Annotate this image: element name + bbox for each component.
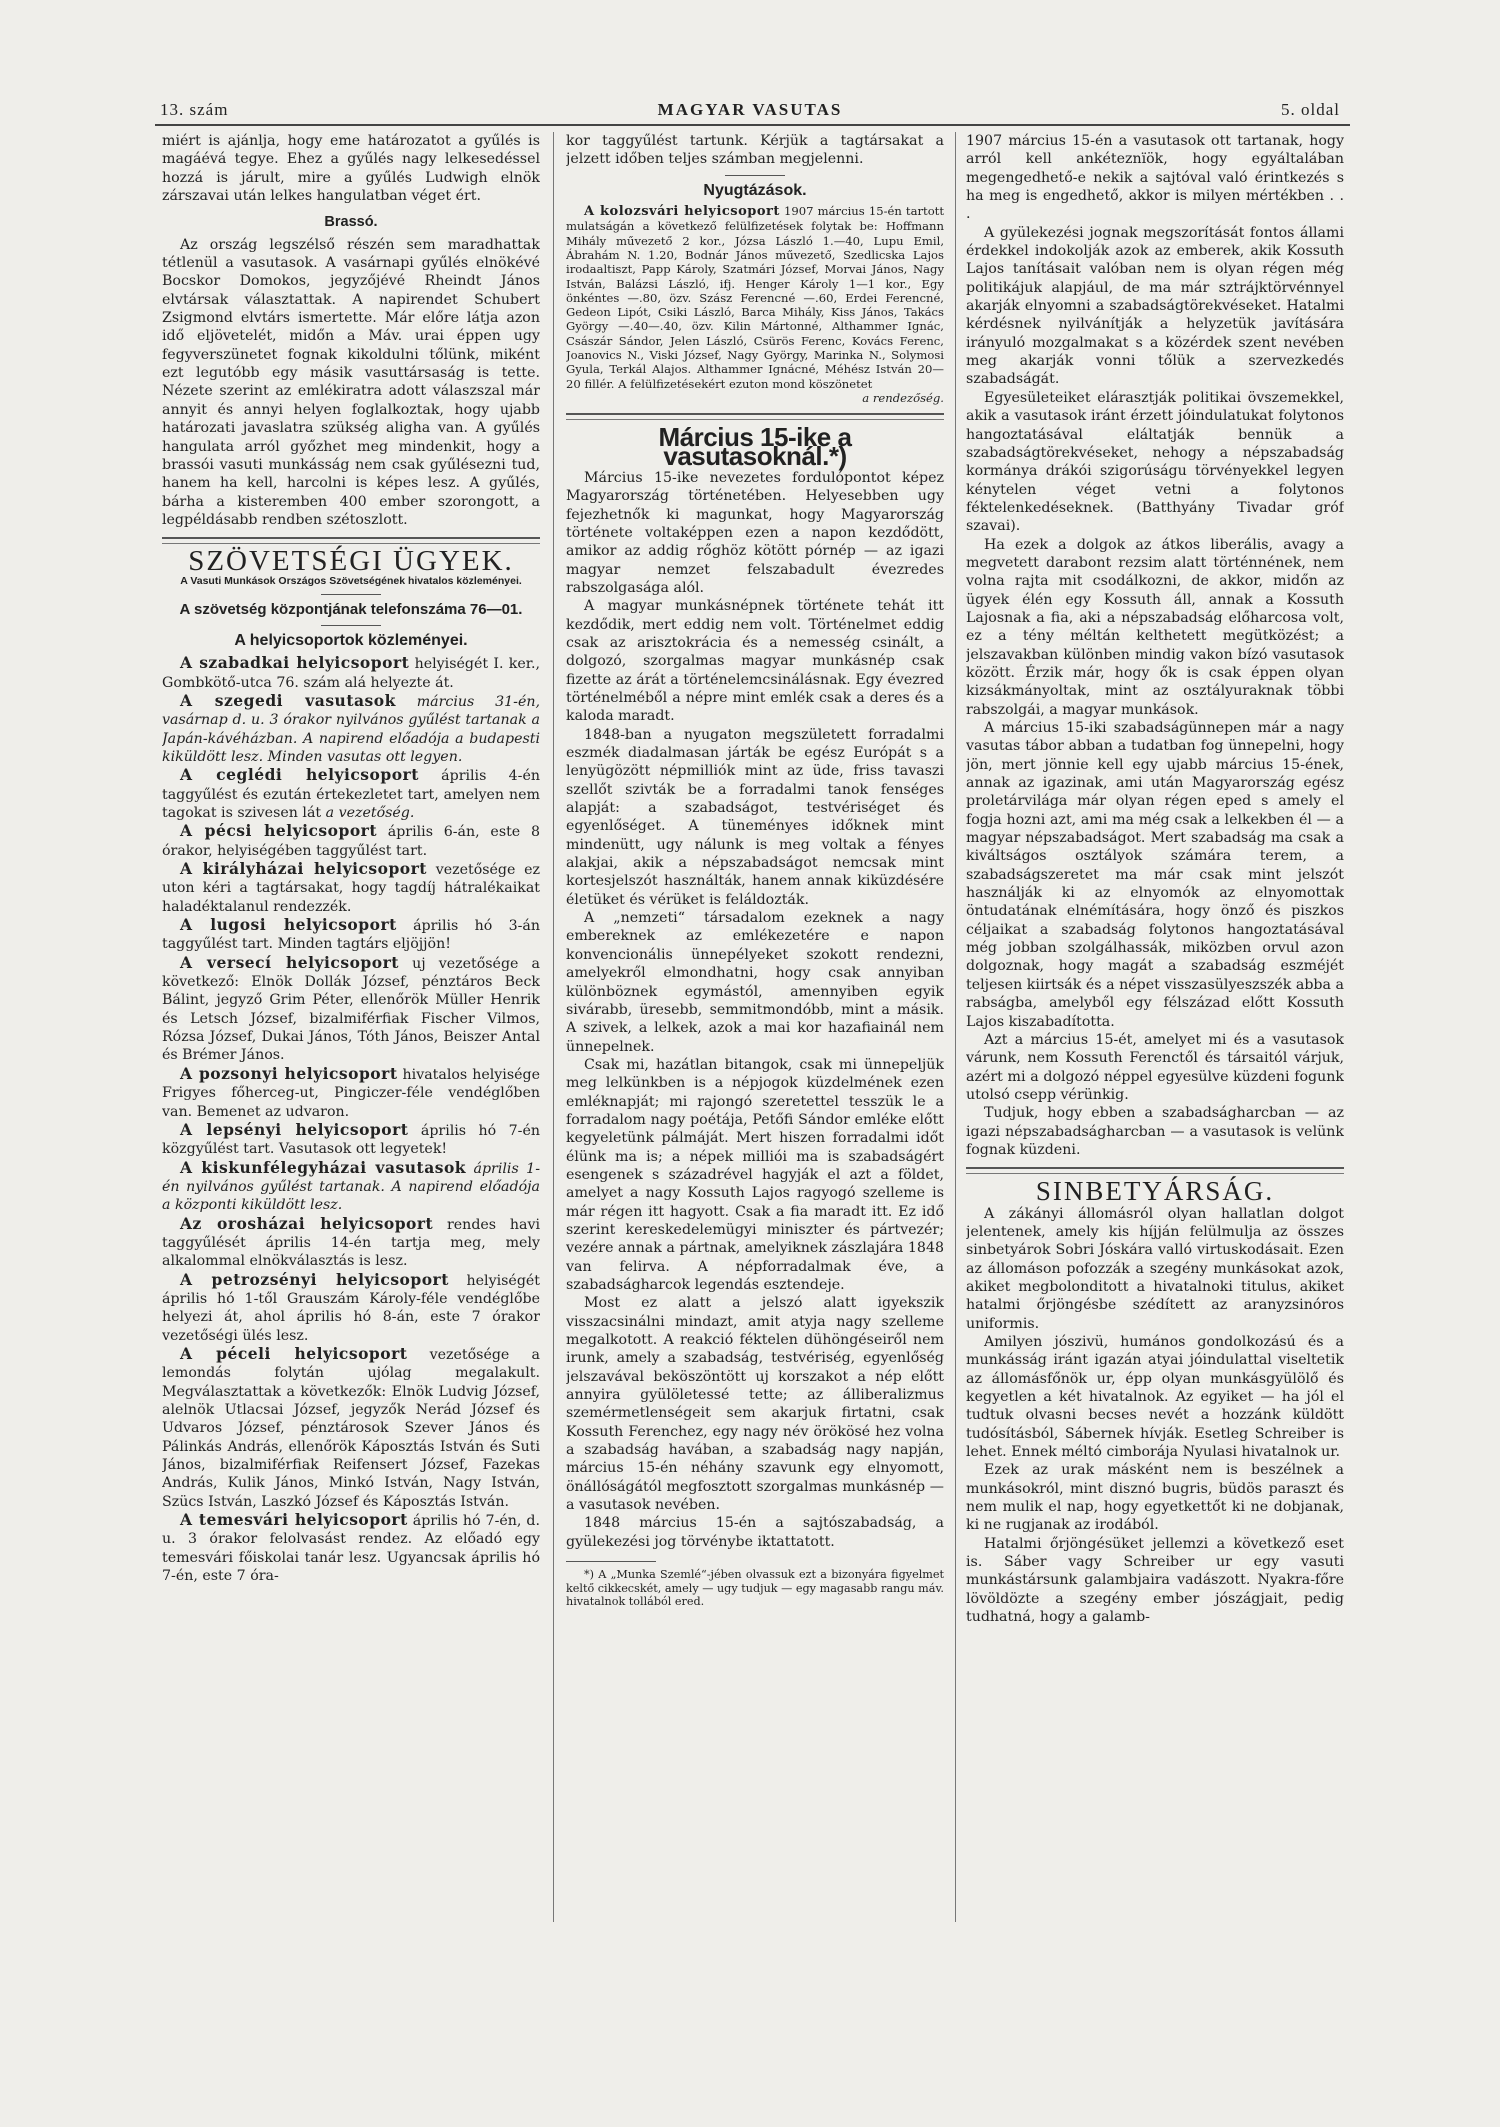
paragraph: 1848 március 15-én a sajtószabadság, a gyülekezési jog törvénybe iktattatott.	[566, 1515, 944, 1550]
paragraph: A gyülekezési jognak megszorítását fontos állami érdekkel indokolják azok az emberek, akik Kossuth Lajos tanításait valóban nem is olyan régen még politikájuk alapjául, de ma már sztrájktörvénnyel akarják elnyomni a szabadságtörekvéseket. Hatalmi kérdésnek nyilvánítják a helyzetük javítására irányuló mozgalmakat s a közérdek szent nevében meg akarják vonni tőlük a szervezkedés szabadságát.	[966, 224, 1344, 388]
group-notice: A pécsi helyicsoport április 6-án, este 8 órakor, helyiségében taggyűlést tart.	[162, 821, 540, 859]
group-notice: A királyházai helyicsoport vezetősége ez uton kéri a tagtársakat, hogy tagdíj hátralékaikat haladéktalanul rendezzék.	[162, 859, 540, 915]
group-notice: A lugosi helyicsoport április hó 3-án taggyűlést tart. Minden tagtárs eljöjjön!	[162, 915, 540, 953]
paragraph: Ezek az urak másként nem is beszélnek a munkásokról, mint disznó bugris, büdös paraszt és nem mulik el nap, hogy egyetkettőt ki ne dobjanak, ki ne rugjanak az irodából.	[966, 1462, 1344, 1534]
paragraph: Március 15-ike nevezetes fordulópontot képez Magyarország történetében. Helyesebben ugy fejezhetnők ki magunkat, hogy Magyarország története voltaképpen ezen a napon kezdődött, amikor az addig rőghöz kötött pórnép — az igazi magyar nemzet felszabadult évezredes rabszolgasága alól.	[566, 469, 944, 596]
group-notice: A szegedi vasutasok március 31-én, vasárnap d. u. 3 órakor nyilvános gyűlést tartanak a Japán-kávéházban. A napirend előadója a budapesti kiküldött lesz. Minden vasutas ott legyen.	[162, 690, 540, 765]
paragraph: 1848-ban a nyugaton megszületett forradalmi eszmék diadalmasan járták be egész Európát s a lenyügözött népmilliók mint az üde, friss tavaszi szellőt szivták be a forradalmi tanok fenséges alapját: a szabadságot, testvériséget és egyenlőséget. A tüneményes időknek mint mindenütt, ugy nálunk is meg voltak a fényes alakjai, akik a népszabadságot nemcsak mint kortesjelszót használták, hanem annak kiküzdésére életüket és vérüket is feláldozták.	[566, 726, 944, 908]
receipts-signature: a rendezőség.	[862, 390, 944, 405]
paragraph: kor taggyűlést tartunk. Kérjük a tagtársakat a jelzett időben teljes számban megjelenni.	[566, 133, 944, 168]
double-rule	[162, 537, 540, 544]
paragraph: Tudjuk, hogy ebben a szabadságharcban — az igazi népszabadságharcban — a vasutasok is velünk fognak küzdeni.	[966, 1105, 1344, 1158]
separator	[321, 625, 381, 626]
section-subtitle: A Vasuti Munkások Országos Szövetségének hivatalos közleményei.	[180, 574, 522, 587]
group-notice: A péceli helyicsoport vezetősége a lemondás folytán ujólag megalakult. Megválasztattak a következők: Elnök Ludvig József, alelnök Utlacsai József, jegyzők Nerád József és Udvaros József, pénztárosok Szever János és Pálinkás András, ellenőrök Káposztás István és Suti János, bizalmiférfiak Reifensert József, Fazekas András, Kulik János, Minkó István, Nagy István, Szücs István, Laszkó József és Káposztás István.	[162, 1343, 540, 1510]
section-title-szovetsegi: SZÖVETSÉGI ÜGYEK.	[188, 545, 514, 578]
group-notice: A petrozsényi helyicsoport helyiségét április hó 1-től Grauszám Károly-féle vendéglőbe helyezi át, ahol április hó 8-án, este 7 órakor vezetőségi ülés lesz.	[162, 1269, 540, 1344]
paragraph: A magyar munkásnépnek története tehát itt kezdődik, mert eddig nem volt. Történelmet eddig csak az arisztokrácia és a nemesség csinált, a dolgozó, szorgalmas magyar munkásnép csak fizette az árát a történelemcsinálásnak. Egy évezred történelméből a népre mint emlék csak a deres és a kaloda maradt.	[566, 598, 944, 725]
paragraph: A zákányi állomásról olyan hallatlan dolgot jelentenek, amely kis híjján felülmulja az összes sinbetyárok Sobri Jóskára valló virtuskodásait. Ezen az állomáson pofozzák a szegény munkásokat azok, akiket megbolonditott a hivatalnoki titulus, akiket hatalmi őrjöngésbe szédített az aranyzsinóros uniformis.	[966, 1205, 1344, 1332]
paragraph: Hatalmi őrjöngésüket jellemzi a következő eset is. Sáber vagy Schreiber ur egy vasuti munkástársunk galambjaira vadászott. Nyakra-főre lövöldözte a szegény ember jószágjait, pedig tudhatná, hogy a galamb-	[966, 1535, 1344, 1626]
column-1	[162, 132, 540, 1922]
group-notice: A kiskunfélegyházai vasutasok április 1-én nyilvános gyűlést tartanak. A napirend előadója a központi kiküldött lesz.	[162, 1157, 540, 1214]
issue-number: 13. szám	[160, 100, 229, 119]
group-notice: A versecí helyicsoport uj vezetősége a következő: Elnök Dollák József, pénztáros Beck Bálint, jegyző Grim Péter, ellenőrök Müller Henrik és Letsch József, bizalmiférfiak Fischer Vilmos, Rózsa József, Dukai János, Tóth János, Beiszer Antal és Brémer János.	[162, 952, 540, 1064]
page-header	[160, 100, 1340, 122]
paragraph: Ha ezek a dolgok az átkos liberális, avagy a megvetett darabont rezsim alatt történnének, nem volna rajta mit csodálkozni, de akkor, midőn az ügyek élén egy Kossuth áll, annak a Kossuth Lajosnak a fia, aki a népszabadság előharcosa volt, ez a tény méltán kelthetett megütközést; a jelszavakban különben mindig vakon bízó vasutasok között. Érzik már, hogy ők is csak éppen olyan kizsákmányoltak, mint az osztályuraknak többi rabszolgái, a magyar munkások.	[966, 536, 1344, 718]
group-notice: A pozsonyi helyicsoport hivatalos helyisége Frigyes főherceg-ut, Pingiczer-féle vendéglőben van. Bemenet az udvaron.	[162, 1063, 540, 1120]
paragraph: A március 15-iki szabadságünnepen már a nagy vasutas tábor abban a tudatban fog ünnepelni, hogy jön, mert jönnie kell egy ujabb március 15-ének, annak az igazinak, ami után Magyarország egész proletárvilága már olyan régen eped s amely el fogja hozni azt, ami ma még csak a lelkekben él — a magyar népszabadságot. Mert szabadság ma csak a kiváltságos osztályok számára terem, a szabadságszeretet ma már csak mint jelszót használják ki az elnyomók az elnyomottak öntudatának elnémítására, hogy önző és piszkos céljaikat a szabadság folytonos hangoztatásával még jobban szolgálhassák, miközben orvul azon dolgoznak, hogy magát a szabadság eszméjét teljesen kiirtsák és a népet visszasülyeszszék abba a rabságba, amelyből egy félszázad előtt Kossuth Lajos kiszabadította.	[966, 720, 1344, 1030]
column-3	[966, 132, 1344, 1922]
group-notice: A temesvári helyicsoport április hó 7-én, d. u. 3 órakor felolvasást rendez. Az előadó egy temesvári főiskolai tanár lesz. Ugyancsak április hó 7-én, este 7 óra-	[162, 1510, 540, 1585]
paragraph: Azt a március 15-ét, amelyet mi és a vasutasok várunk, nem Kossuth Ferenctől és társaitól várjuk, azért mi a dolgozó néppel egyesülve küzdeni fogunk utolsó csepp vérünkig.	[966, 1031, 1344, 1103]
double-rule	[966, 1167, 1344, 1174]
column-divider	[553, 132, 554, 1922]
article-title-marcius: Március 15-ike a vasutasoknál.*)	[658, 422, 852, 471]
paragraph: Csak mi, hazátlan bitangok, csak mi ünnepeljük meg lelkünkben is a népjogok küzdelmének ezen emléknapját; mi rajongó szeretettel tesszük le a forradalom nagy poétája, Petőfi Sándor emléke előtt kegyeletünk pálmáját. Mert hiszen forradalmi időt élünk ma is; a népek milliói ma is szabadságért esengenek s századrével hagyják el azt a földet, amelyet a nagy Kossuth Lajos ragyogó szelleme is már régen itt hagyott. Csak a fia maradt itt. Ez idő szerint kereskedelemügyi miniszter és pártvezér; vezére annak a pártnak, amelyiknek zászlajára 1848 van felirva. A népforradalmak éve, a szabadságharcok legendás esztendeje.	[566, 1056, 944, 1293]
paragraph: Egyesületeiket elárasztják politikai övszemekkel, akik a vasutasok iránt érzett jóindulatukat folytonos hangoztatásával eláltatják bennük a szabadságtörekvéseket, nehogy a népszabadság kormánya drákói szigorúságu törvényekkel legyen kénytelen véget vetni a folytonos féktelenkedéseknek. (Batthyány Tivadar gróf szavai).	[966, 389, 1344, 535]
separator	[725, 175, 785, 176]
paragraph: miért is ajánlja, hogy eme határozatot a gyűlés is magáévá tegye. Ehez a gyűlés nagy lelkesedéssel hozzá is járult, mire a gyűlés Ludwigh elnök zárszavai után lelkes hangulatban véget ért.	[162, 133, 540, 205]
phone-notice: A szövetség központjának telefonszáma 76—01.	[179, 600, 523, 618]
receipts-paragraph: A kolozsvári helyicsoport 1907 március 15-én tartott mulatságán a következő felülfizetések folytak be: Hoffmann Mihály művezető 2 kor., Józsa László 1.—40, Lupu Emil, Ábrahám N. 1.20, Bodnár János művezető, Szedlicska Lajos irodaaltiszt, Papp Károly, Szatmári József, Morvai János, Nagy István, Balázsi László, ifj. Henger Károly 1—1 kor., Egy önkéntes —.80, özv. Szász Ferencné —.60, Erdei Ferencné, Gedeon Lipót, Csiki László, Barca Mihály, Kiss János, Takács György —.40—.40, özv. Kilin Mártonné, Althammer Ignác, Császár Sándor, Jelen László, Csürös Ferenc, Kovács Ferenc, Joanovics N., Viski József, Nagy György, Marinka N., Solymosi Gyula, Terkál Alajos. Althammer Ignácné, Méhész István 20—20 fillér. A felülfizetésekért ezuton mond köszönetet	[566, 204, 944, 391]
column-2	[566, 132, 944, 1922]
paragraph: Amilyen jószivü, humános gondolkozású és a munkásság iránt igazán atyai jóindulattal viseltetik az állomásfőnök ur, épp olyan munkásgyülölő és kegyetlen a két hivatalnok. Az egyiket — ha jól el tudtuk olvasni becses nevét a hozzánk küldött tudósításból, Sábernek hívják. Esetleg Schreiber is lehet. Ennek méltó cimborája Nyulasi hivatalnok ur.	[966, 1334, 1344, 1461]
footnote: *) A „Munka Szemlé“-jében olvassuk ezt a bizonyára figyelmet keltő cikkecskét, amely — ugy tudjuk — egy magasabb rangu máv. hivatalnok tollából ered.	[566, 1568, 944, 1609]
groups-heading: A helyicsoportok közleményei.	[234, 631, 468, 649]
section-heading-brasso: Brassó.	[324, 214, 378, 231]
section-heading-nyugtazasok: Nyugtázások.	[703, 181, 807, 199]
page-number: 5. oldal	[1281, 100, 1340, 119]
header-rule	[155, 124, 1350, 126]
section-title-sinbetyarsag: SINBETYÁRSÁG.	[1035, 1176, 1275, 1207]
column-divider	[955, 132, 956, 1922]
double-rule	[566, 413, 944, 420]
masthead-title: MAGYAR VASUTAS	[657, 100, 843, 119]
separator	[321, 594, 381, 595]
paragraph: A „nemzeti“ társadalom ezeknek a nagy embereknek az emlékezetére e napon konvencionális ünnepélyeket szokott rendezni, amelyekről elmondhatni, hogy csak annyiban különböznek egymástól, amennyiben egyik sivárabb, üresebb, semmitmondóbb, mint a másik. A szivek, a lelkek, azok a mai kor hazafiainál nem ünnepelnek.	[566, 910, 944, 1055]
group-notice: Az orosházai helyicsoport rendes havi taggyűlését április 14-én tartja meg, mely alkalommal elnökválasztás is lesz.	[162, 1213, 540, 1270]
paragraph: Most ez alatt a jelszó alatt igyekszik visszacsinálni mindazt, amit atyja nagy szelleme megalkotott. A reakció féktelen dühöngéseiről nem irunk, amely a szabadság, testvériség, egyenlőség jelszavával beköszöntött uj korszakot a nép előtt annyira gyülöletessé tette; az álliberalizmus szemérmetlenségeit sem akarjuk firtatni, csak Kossuth Ferenchez, egy nagy név örökösé hez volna a szabadság havában, a szabadság nagy napján, március 15-én néhány szavunk egy elnyomott, önállóságától megfosztott szorgalmas munkásnép — a vasutasok nevében.	[566, 1295, 944, 1514]
group-notice: A ceglédi helyicsoport április 4-én taggyűlést és ezután értekezletet tart, amelyen nem tagokat is szivesen lát a vezetőség.	[162, 765, 540, 821]
footnote-rule	[566, 1561, 656, 1562]
group-notice: A szabadkai helyicsoport helyiségét I. ker., Gombkötő-utca 76. szám alá helyezte át.	[162, 653, 540, 691]
paragraph: 1907 március 15-én a vasutasok ott tartanak, hogy arról kell ankéteznïök, hogy egyáltalában megengedhető-e nekik a sajtóval való érintkezés s ha meg is engedhető, akkor is milyen mértékben . . .	[966, 133, 1344, 223]
paragraph: Az ország legszélső részén sem maradhattak tétlenül a vasutasok. A vasárnapi gyűlés elnökévé Bocskor Domokos, jegyzőjévé Rheindt János elvtársak választattak. A napirendet Schubert Zsigmond elvtárs ismertette. Már előre látja azon idő eljövetelét, midőn a Máv. urai éppen ugy fegyverszünetet fognak kikoldulni tőlünk, miként ezt legutóbb egy másik vasuttársaság is tette. Nézete szerint az emlékiratra adott válaszszal már annyit és annyi helyen foglalkoztak, hogy ujabb határozati javaslatra szükség aligha van. A gyűlés hangulata arról győzhet meg mindenkit, hogy a brassói vasuti munkásság nem csak gyűlésezni tud, hanem ha kell, harcolni is képes lesz. A gyűlés, bárha a kisteremben 400 ember szorongott, a legpéldásabb rendben szétoszlott.	[162, 236, 540, 528]
group-notice: A lepsényi helyicsoport április hó 7-én közgyűlést tart. Vasutasok ott legyetek!	[162, 1119, 540, 1158]
